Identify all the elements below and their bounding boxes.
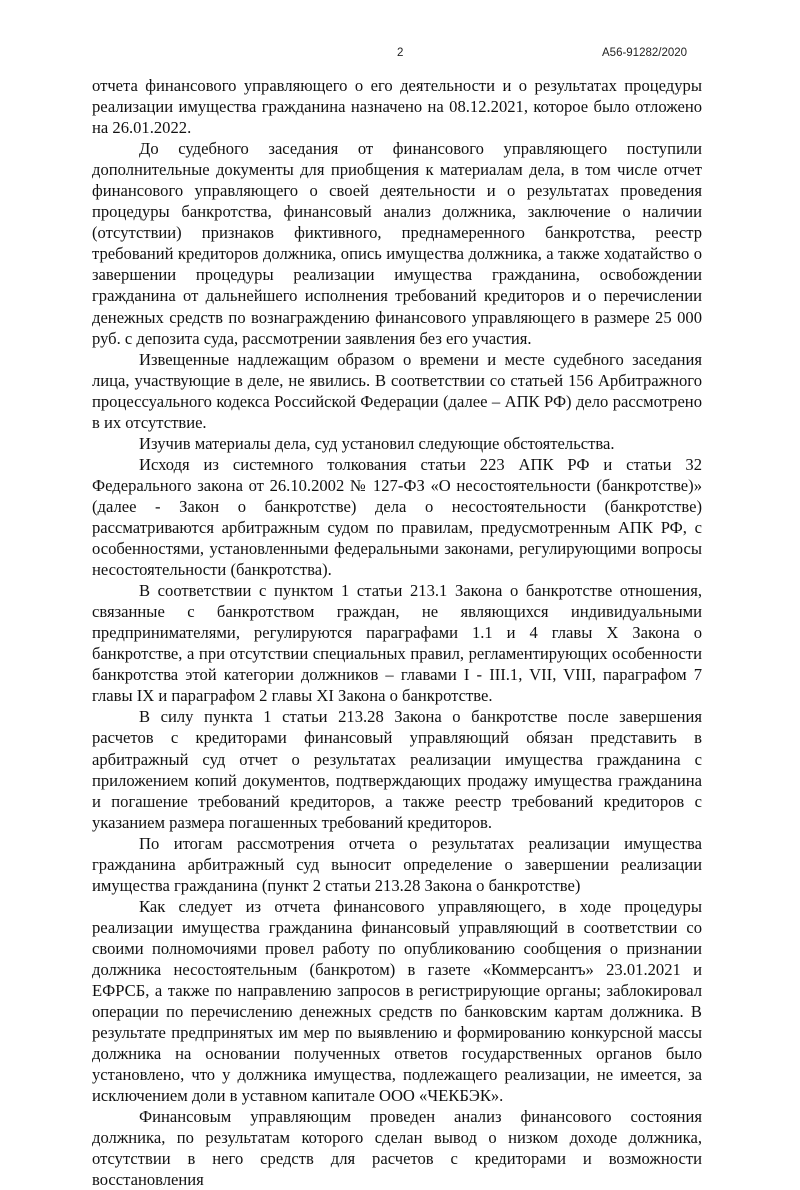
paragraph-court-established: Изучив материалы дела, суд установил следующие обстоятельства. bbox=[139, 433, 615, 453]
paragraph-documents-received: До судебного заседания от финансового управляющего поступили дополнительные документы для приобщения к материалам дела, в том числе отчет финансового управляющего о своей деятельности и о результатах проведения процедуры банкротства, финансовый анализ должника, заключение о наличии (отсутствии) признаков фиктивного, преднамеренного банкротства, реестр требований кредиторов должника, опись имущества должника, а также ходатайство о завершении процедуры реализации имущества гражданина, освобождении гражданина от дальнейшего исполнения требований кредиторов и о перечислении денежных средств по вознаграждению финансового управляющего в размере 25 000 руб. с депозита суда, рассмотрении заявления без его участия. bbox=[92, 139, 702, 348]
paragraph-continuation: отчета финансового управляющего о его деятельности и о результатах процедуры реализации имущества гражданина назначено на 08.12.2021, которое было отложено на 26.01.2022. bbox=[92, 76, 702, 138]
paragraph-article-213-28-p2: По итогам рассмотрения отчета о результатах реализации имущества гражданина арбитражный суд выносит определение о завершении реализации имущества гражданина (пункт 2 статьи 213.28 Закона о банкротстве) bbox=[92, 833, 702, 895]
page-number: 2 bbox=[397, 47, 404, 59]
paragraph-legal-basis: Исходя из системного толкования статьи 223 АПК РФ и статьи 32 Федерального закона от 26.10.2002 № 127-ФЗ «О несостоятельности (банкротстве)» (далее - Закон о банкротстве) дела о несостоятельности (банкротстве) рассматриваются арбитражным судом по правилам, предусмотренным АПК РФ, с особенностями, установленными федеральными законами, регулирующими вопросы несостоятельности (банкротства). bbox=[92, 454, 702, 580]
paragraph-parties-absent: Извещенные надлежащим образом о времени и месте судебного заседания лица, участвующие в деле, не явились. В соответствии со статьей 156 Арбитражного процессуального кодекса Российской Федерации (далее – АПК РФ) дело рассмотрено в их отсутствие. bbox=[92, 349, 702, 432]
paragraph-article-213-1: В соответствии с пунктом 1 статьи 213.1 Закона о банкротстве отношения, связанные с банкротством граждан, не являющихся индивидуальными предпринимателями, регулируются параграфами 1.1 и 4 главы X Закона о банкротстве, а при отсутствии специальных правил, регламентирующих особенности банкротства этой категории должников – главами I - III.1, VII, VIII, параграфом 7 главы IX и параграфом 2 главы XI Закона о банкротстве. bbox=[92, 581, 702, 706]
case-number: А56-91282/2020 bbox=[602, 47, 688, 59]
paragraph-manager-report: Как следует из отчета финансового управляющего, в ходе процедуры реализации имущества гражданина финансовый управляющий в соответствии со своими полномочиями провел работу по опубликованию сообщения о признании должника несостоятельным (банкротом) в газете «Коммерсантъ» 23.01.2021 и ЕФРСБ, а также по направлению запросов в регистрирующие органы; заблокировал операции по перечислению денежных средств по банковским картам должника. В результате предпринятых им мер по выявлению и формированию конкурсной массы должника на основании полученных ответов государственных органов было установлено, что у должника имущества, подлежащего реализации, не имеется, за исключением доли в уставном капитале ООО «ЧЕКБЭК». bbox=[92, 896, 702, 1106]
paragraph-article-213-28-p1: В силу пункта 1 статьи 213.28 Закона о банкротстве после завершения расчетов с кредиторами финансовый управляющий обязан представить в арбитражный суд отчет о результатах реализации имущества гражданина с приложением копий документов, подтверждающих продажу имущества гражданина и погашение требований кредиторов, а также реестр требований кредиторов с указанием размера погашенных требований кредиторов. bbox=[92, 707, 702, 832]
paragraph-financial-analysis: Финансовым управляющим проведен анализ финансового состояния должника, по результатам которого сделан вывод о низком доходе должника, отсутствии в него средств для расчетов с кредиторами и возможности восстановления bbox=[92, 1107, 702, 1190]
document-body bbox=[92, 75, 702, 1190]
page-header bbox=[0, 47, 800, 63]
